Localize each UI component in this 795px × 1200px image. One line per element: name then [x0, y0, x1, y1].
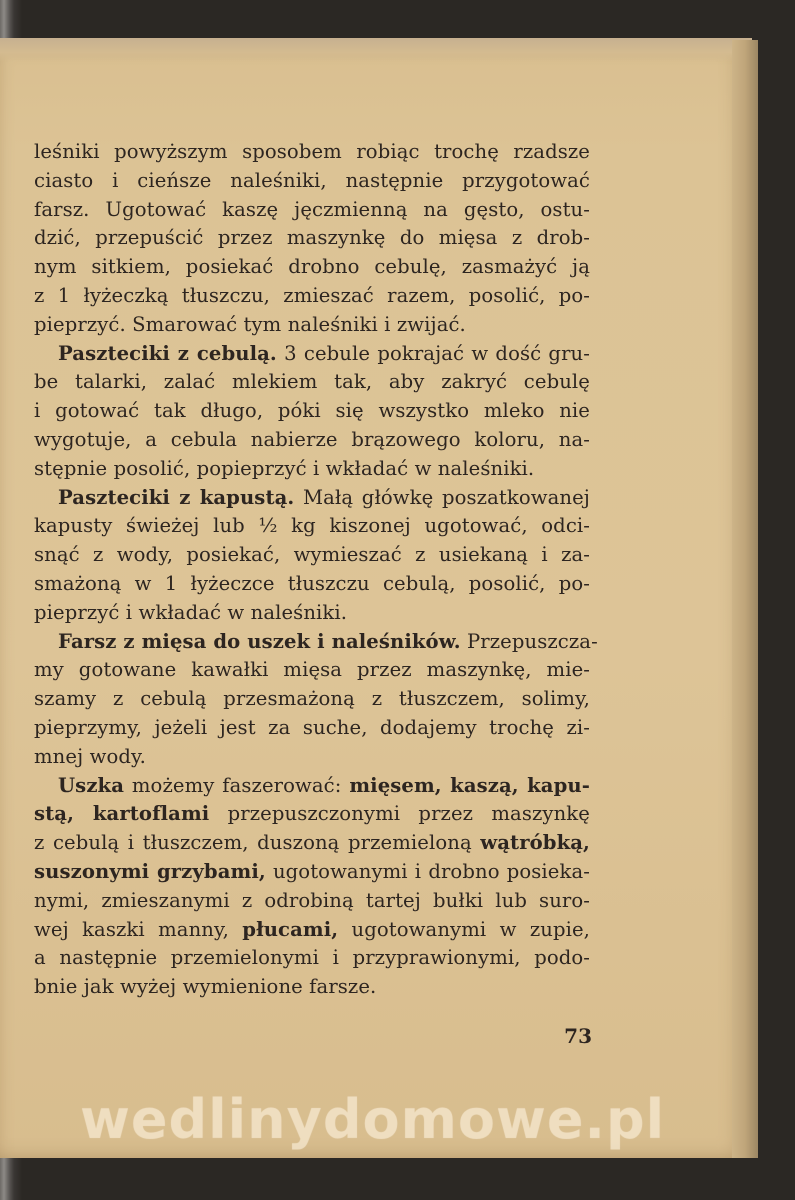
text-line: i gotować tak długo, póki się wszystko mleko nie [34, 399, 590, 423]
text-run: 3 cebule pokrajać w dość gru- [284, 341, 590, 365]
text-line: szamy z cebulą przesmażoną z tłuszczem, solimy, [34, 687, 590, 711]
recipe-heading: Paszteciki z kapustą. [58, 485, 295, 509]
text-line: my gotowane kawałki mięsa przez maszynkę, mie- [34, 658, 590, 682]
text-line [34, 829, 590, 858]
text-line: ciasto i cieńsze naleśniki, następnie przygotować [34, 168, 590, 192]
text-line [34, 858, 590, 887]
text-line: z 1 łyżeczką tłuszczu, zmieszać razem, posolić, po- [34, 283, 590, 307]
text-line: dzić, przepuścić przez maszynkę do mięsa z drob- [34, 226, 590, 250]
paragraph-farsz-z-miesa [34, 628, 598, 772]
text-line: a następnie przemielonymi i przyprawionymi, podo- [34, 946, 590, 970]
text-run: Małą główkę poszatkowanej [302, 485, 590, 509]
text-line [34, 628, 598, 657]
text-run: z cebulą i tłuszczem, duszoną przemieloną [34, 831, 472, 855]
text-line [34, 916, 590, 945]
text-run: Przepuszcza- [466, 629, 598, 653]
bold-run: płucami, [242, 917, 339, 941]
text-line: pieprzymy, jeżeli jest za suche, dodajemy trochę zi- [34, 715, 590, 739]
page-number: 73 [564, 1024, 592, 1048]
paragraph-paszteciki-cebula [34, 340, 590, 484]
text-line: leśniki powyższym sposobem robiąc trochę rzadsze [34, 140, 590, 163]
text-line: nymi, zmieszanymi z odrobiną tartej bułki lub suro- [34, 888, 590, 912]
bold-run: stą, kartoflami [34, 802, 210, 826]
text-line: stępnie posolić, popieprzyć i wkładać w naleśniki. [34, 456, 535, 480]
text-line [34, 772, 590, 801]
text-line: be talarki, zalać mlekiem tak, aby zakryć cebulę [34, 370, 590, 394]
paragraph-uszka [34, 772, 590, 1002]
paragraph-1 [34, 138, 590, 340]
text-line: smażoną w 1 łyżeczce tłuszczu cebulą, posolić, po- [34, 571, 590, 595]
text-line: nym sitkiem, posiekać drobno cebulę, zasmażyć ją [34, 255, 590, 279]
text-run: wej kaszki manny, [34, 917, 229, 941]
text-line: pieprzyć. Smarować tym naleśniki i zwijać. [34, 312, 466, 336]
watermark: wedlinydomowe.pl [80, 1088, 666, 1151]
text-run: ugotowanymi w zupie, [351, 917, 590, 941]
page-right-edge [732, 40, 758, 1158]
recipe-heading: Paszteciki z cebulą. [58, 341, 277, 365]
recipe-heading: Farsz z mięsa do uszek i naleśników. [58, 629, 461, 653]
text-line: mnej wody. [34, 744, 146, 768]
text-line: pieprzyć i wkładać w naleśniki. [34, 600, 348, 624]
bold-run: mięsem, kaszą, kapu- [349, 773, 590, 797]
text-run: przepuszczonymi przez maszynkę [227, 802, 590, 826]
text-line [34, 800, 590, 829]
text-line: bnie jak wyżej wymienione farsze. [34, 975, 377, 999]
text-line: farsz. Ugotować kaszę jęczmienną na gęsto, ostu- [34, 197, 590, 221]
text-run: ugotowanymi i drobno posieka- [272, 859, 590, 883]
text-line: kapusty świeżej lub ½ kg kiszonej ugotować, odci- [34, 514, 590, 538]
text-line: snąć z wody, posiekać, wymieszać z usiekaną i za- [34, 543, 590, 567]
recipe-heading: Uszka [58, 773, 125, 797]
text-line [34, 340, 590, 369]
text-line: wygotuje, a cebula nabierze brązowego koloru, na- [34, 427, 590, 451]
bold-run: suszonymi grzybami, [34, 859, 266, 883]
paragraph-paszteciki-kapusta [34, 484, 590, 628]
bold-run: wątróbką, [480, 831, 590, 855]
text-line [34, 484, 590, 513]
text-run: możemy faszerować: [131, 773, 342, 797]
page-text [34, 138, 598, 1002]
page-top-edge [0, 38, 752, 62]
